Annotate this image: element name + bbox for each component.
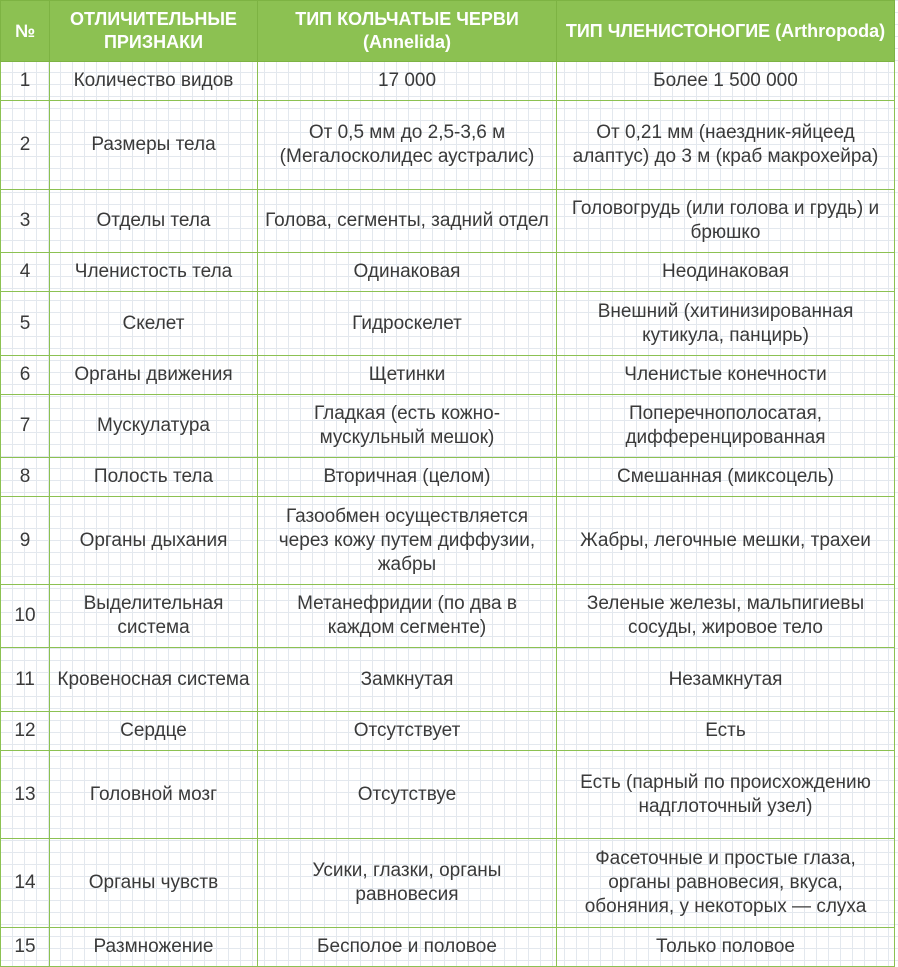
row-number: 8 (1, 458, 50, 497)
annelida-cell: Вторичная (целом) (258, 458, 557, 497)
header-number: № (1, 1, 50, 62)
feature-cell: Мускулатура (50, 395, 258, 458)
feature-cell: Органы дыхания (50, 497, 258, 585)
table-row (1, 190, 895, 253)
annelida-cell: Усики, глазки, органы равновесия (258, 839, 557, 928)
table-row (1, 253, 895, 292)
feature-cell: Органы движения (50, 356, 258, 395)
annelida-cell: Гидроскелет (258, 292, 557, 356)
feature-cell: Отделы тела (50, 190, 258, 253)
feature-cell: Количество видов (50, 62, 258, 101)
annelida-cell: Щетинки (258, 356, 557, 395)
arthropoda-cell: Только половое (557, 928, 895, 967)
header-arthropoda: ТИП ЧЛЕНИСТОНОГИЕ (Arthropoda) (557, 1, 895, 62)
annelida-cell: Одинаковая (258, 253, 557, 292)
table-row (1, 585, 895, 648)
row-number: 9 (1, 497, 50, 585)
feature-cell: Полость тела (50, 458, 258, 497)
annelida-cell: Бесполое и половое (258, 928, 557, 967)
arthropoda-cell: Есть (парный по происхождению надглоточный узел) (557, 751, 895, 839)
feature-cell: Выделительная система (50, 585, 258, 648)
row-number: 4 (1, 253, 50, 292)
arthropoda-cell: Есть (557, 712, 895, 751)
feature-cell: Органы чувств (50, 839, 258, 928)
row-number: 14 (1, 839, 50, 928)
feature-cell: Головной мозг (50, 751, 258, 839)
row-number: 10 (1, 585, 50, 648)
table-row (1, 839, 895, 928)
row-number: 6 (1, 356, 50, 395)
arthropoda-cell: Членистые конечности (557, 356, 895, 395)
table-row (1, 62, 895, 101)
arthropoda-cell: Головогрудь (или голова и грудь) и брюшко (557, 190, 895, 253)
row-number: 11 (1, 648, 50, 712)
feature-cell: Членистость тела (50, 253, 258, 292)
annelida-cell: Гладкая (есть кожно-мускульный мешок) (258, 395, 557, 458)
table-row (1, 458, 895, 497)
feature-cell: Сердце (50, 712, 258, 751)
table-row (1, 751, 895, 839)
arthropoda-cell: Внешний (хитинизированная кутикула, панцирь) (557, 292, 895, 356)
feature-cell: Кровеносная система (50, 648, 258, 712)
annelida-cell: Отсутствуе (258, 751, 557, 839)
row-number: 2 (1, 101, 50, 190)
row-number: 7 (1, 395, 50, 458)
header-annelida: ТИП КОЛЬЧАТЫЕ ЧЕРВИ (Annelida) (258, 1, 557, 62)
arthropoda-cell: Более 1 500 000 (557, 62, 895, 101)
feature-cell: Скелет (50, 292, 258, 356)
annelida-cell: Отсутствует (258, 712, 557, 751)
row-number: 5 (1, 292, 50, 356)
table-row (1, 648, 895, 712)
arthropoda-cell: Незамкнутая (557, 648, 895, 712)
feature-cell: Размножение (50, 928, 258, 967)
arthropoda-cell: Поперечнополосатая, дифференцированная (557, 395, 895, 458)
arthropoda-cell: Жабры, легочные мешки, трахеи (557, 497, 895, 585)
feature-cell: Размеры тела (50, 101, 258, 190)
row-number: 13 (1, 751, 50, 839)
row-number: 15 (1, 928, 50, 967)
table-row (1, 356, 895, 395)
header-row (1, 1, 895, 62)
annelida-cell: Газообмен осуществляется через кожу путем диффузии, жабры (258, 497, 557, 585)
arthropoda-cell: Зеленые железы, мальпигиевы сосуды, жировое тело (557, 585, 895, 648)
annelida-cell: 17 000 (258, 62, 557, 101)
table-row (1, 497, 895, 585)
table-row (1, 292, 895, 356)
arthropoda-cell: Смешанная (миксоцель) (557, 458, 895, 497)
row-number: 3 (1, 190, 50, 253)
row-number: 1 (1, 62, 50, 101)
arthropoda-cell: От 0,21 мм (наездник-яйцеед алаптус) до 3 м (краб макрохейра) (557, 101, 895, 190)
annelida-cell: Голова, сегменты, задний отдел (258, 190, 557, 253)
annelida-cell: От 0,5 мм до 2,5-3,6 м (Мегалосколидес аустралис) (258, 101, 557, 190)
annelida-cell: Метанефридии (по два в каждом сегменте) (258, 585, 557, 648)
arthropoda-cell: Неодинаковая (557, 253, 895, 292)
table-row (1, 101, 895, 190)
annelida-cell: Замкнутая (258, 648, 557, 712)
arthropoda-cell: Фасеточные и простые глаза, органы равновесия, вкуса, обоняния, у некоторых — слуха (557, 839, 895, 928)
header-features: ОТЛИЧИТЕЛЬНЫЕ ПРИЗНАКИ (50, 1, 258, 62)
table-row (1, 928, 895, 967)
table-row (1, 395, 895, 458)
table-row (1, 712, 895, 751)
row-number: 12 (1, 712, 50, 751)
